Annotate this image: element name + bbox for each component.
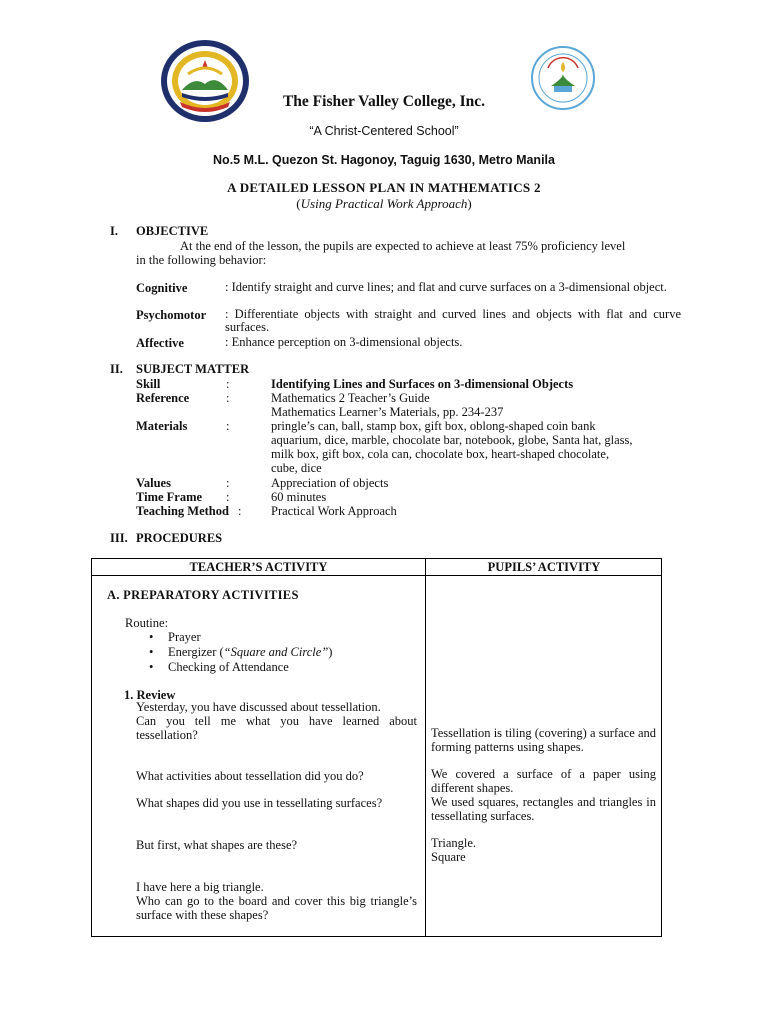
preparatory-activities-heading: A. PREPARATORY ACTIVITIES [107,588,299,602]
materials-line-3: milk box, gift box, cola can, chocolate box, heart-shaped chocolate, [271,447,610,461]
teacher-line-6: I have here a big triangle. [136,880,264,894]
teacher-line-3: What activities about tessellation did you do? [136,769,364,783]
routine-item-energizer: • Energizer (“Square and Circle”) [146,645,332,660]
school-name: The Fisher Valley College, Inc. [282,93,486,110]
affective-label: Affective [136,336,184,350]
college-seal-logo [160,38,250,124]
teacher-line-5: But first, what shapes are these? [136,838,298,852]
routine-item-attendance: • Checking of Attendance [146,660,332,675]
materials-colon: : [226,419,230,433]
reference-value-line1: Mathematics 2 Teacher’s Guide [271,391,430,405]
pupil-line-3: We used squares, rectangles and triangles in tessellating surfaces. [431,795,656,823]
psychomotor-text: : Differentiate objects with straight and curved lines and objects with flat and curve surfaces. [225,307,681,334]
approach-name: Using Practical Work Approach [300,196,468,211]
materials-label: Materials [136,419,188,433]
subject-matter-heading-number: II. [110,362,123,376]
values-colon: : [226,476,230,490]
materials-line-4: cube, dice [271,461,322,475]
psychomotor-label: Psychomotor [136,308,207,322]
materials-line-2: aquarium, dice, marble, chocolate bar, notebook, globe, Santa hat, glass, [271,433,633,447]
table-header-divider [92,575,661,576]
reference-value-line2: Mathematics Learner’s Materials, pp. 234-237 [271,405,504,419]
teacher-line-1: Yesterday, you have discussed about tessellation. [136,700,381,714]
subject-matter-heading: SUBJECT MATTER [136,362,250,376]
pupil-line-2: We covered a surface of a paper using different shapes. [431,767,656,795]
cognitive-text: : Identify straight and curve lines; and flat and curve surfaces on a 3-dimensional object. [225,280,667,294]
objective-intro-line2: in the following behavior: [136,253,267,267]
teaching-method-colon: : [238,504,242,518]
time-frame-colon: : [226,490,230,504]
routine-list [146,630,332,675]
routine-label: Routine: [125,616,169,630]
review-heading: 1. Review [124,688,176,702]
cognitive-label: Cognitive [136,281,188,295]
pupil-line-4: Triangle. [431,836,477,850]
time-frame-label: Time Frame [136,490,203,504]
skill-colon: : [226,377,230,391]
table-column-divider [425,559,426,936]
teaching-method-label: Teaching Method [136,504,229,518]
reference-colon: : [226,391,230,405]
objective-intro-line1: At the end of the lesson, the pupils are expected to achieve at least 75% proficiency level [180,239,626,253]
procedures-heading-number: III. [110,531,128,545]
lesson-plan-subtitle: (Using Practical Work Approach) [296,196,472,211]
values-value: Appreciation of objects [271,476,389,490]
school-address: No.5 M.L. Quezon St. Hagonoy, Taguig 1630, Metro Manila [213,153,555,167]
pupils-activity-header: PUPILS’ ACTIVITY [487,560,601,574]
affective-text: : Enhance perception on 3-dimensional objects. [225,335,463,349]
objective-heading: OBJECTIVE [136,224,209,238]
teacher-activity-header: TEACHER’S ACTIVITY [189,560,328,574]
teacher-line-4: What shapes did you use in tessellating surfaces? [136,796,383,810]
pupil-line-5: Square [431,850,466,864]
lesson-plan-title: A DETAILED LESSON PLAN IN MATHEMATICS 2 [227,180,541,195]
teacher-line-7: Who can go to the board and cover this big triangle’s surface with these shapes? [136,894,417,922]
pupil-line-1: Tessellation is tiling (covering) a surface and forming patterns using shapes. [431,726,656,754]
objective-heading-number: I. [110,224,118,238]
values-label: Values [136,476,171,490]
teacher-line-2: Can you tell me what you have learned about tessellation? [136,714,417,742]
time-frame-value: 60 minutes [271,490,327,504]
materials-line-1: pringle’s can, ball, stamp box, gift box, oblong-shaped coin bank [271,419,596,433]
skill-value: Identifying Lines and Surfaces on 3-dimensional Objects [271,377,574,391]
procedures-heading: PROCEDURES [136,531,223,545]
routine-item-prayer: • Prayer [146,630,332,645]
reference-label: Reference [136,391,190,405]
school-motto: “A Christ-Centered School” [309,124,459,138]
skill-label: Skill [136,377,161,391]
teaching-method-value: Practical Work Approach [271,504,397,518]
